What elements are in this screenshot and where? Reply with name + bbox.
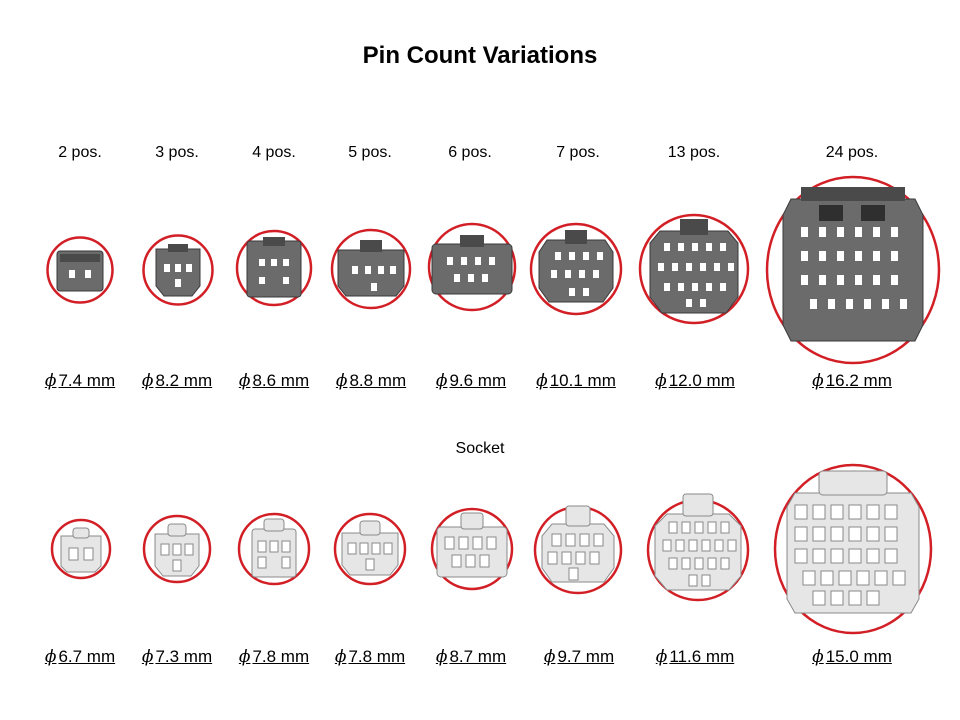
socket-diameter-13: ϕ 11.6 mm: [655, 647, 735, 667]
phi-symbol: ϕ: [812, 647, 824, 667]
phi-symbol: ϕ: [655, 371, 667, 391]
socket-connector-5: [334, 511, 406, 587]
pos-label-4: 4 pos.: [252, 144, 296, 161]
socket-connector-7: [534, 502, 622, 596]
pos-label-24: 24 pos.: [825, 144, 879, 161]
phi-symbol: ϕ: [812, 371, 824, 391]
plug-diameter-4: ϕ 8.6 mm: [238, 371, 310, 391]
plug-connector-13: [638, 213, 750, 325]
pos-label-6: 6 pos.: [448, 144, 492, 161]
plug-connector-6: [427, 222, 517, 312]
plug-connector-2: [46, 236, 114, 304]
plug-connector-7: [529, 222, 623, 316]
socket-diameter-24: ϕ 15.0 mm: [812, 647, 892, 667]
phi-symbol: ϕ: [238, 647, 251, 667]
phi-symbol: ϕ: [141, 647, 154, 667]
phi-symbol: ϕ: [44, 647, 57, 667]
plug-diameter-6: ϕ 9.6 mm: [435, 371, 507, 391]
socket-connector-3: [143, 514, 211, 584]
pos-label-7: 7 pos.: [556, 144, 600, 161]
plug-diameter-24: ϕ 16.2 mm: [812, 371, 892, 391]
plug-diameter-2: ϕ 7.4 mm: [44, 371, 116, 391]
socket-diameter-7: ϕ 9.7 mm: [543, 647, 615, 667]
socket-diameter-5: ϕ 7.8 mm: [334, 647, 406, 667]
socket-connector-13: [647, 492, 749, 604]
page-title: Pin Count Variations: [362, 42, 598, 69]
plug-diameter-3: ϕ 8.2 mm: [141, 371, 213, 391]
plug-diameter-5: ϕ 8.8 mm: [335, 371, 407, 391]
pos-label-13: 13 pos.: [667, 144, 721, 161]
socket-label: Socket: [455, 440, 505, 457]
plug-connector-24: [765, 175, 941, 365]
pos-label-5: 5 pos.: [348, 144, 392, 161]
socket-diameter-2: ϕ 6.7 mm: [44, 647, 116, 667]
phi-symbol: ϕ: [335, 371, 348, 391]
plug-connector-3: [142, 234, 214, 306]
phi-symbol: ϕ: [238, 371, 251, 391]
plug-diameter-13: ϕ 12.0 mm: [655, 371, 735, 391]
socket-connector-6: [431, 505, 513, 593]
phi-symbol: ϕ: [334, 647, 347, 667]
phi-symbol: ϕ: [44, 371, 57, 391]
socket-connector-24: [773, 463, 933, 635]
phi-symbol: ϕ: [655, 647, 668, 667]
phi-symbol: ϕ: [141, 371, 154, 391]
phi-symbol: ϕ: [543, 647, 556, 667]
socket-diameter-4: ϕ 7.8 mm: [238, 647, 310, 667]
socket-connector-2: [51, 518, 111, 580]
plug-connector-4: [235, 229, 313, 307]
phi-symbol: ϕ: [435, 647, 448, 667]
phi-symbol: ϕ: [435, 371, 448, 391]
phi-symbol: ϕ: [536, 371, 548, 391]
pos-label-2: 2 pos.: [58, 144, 102, 161]
socket-diameter-3: ϕ 7.3 mm: [141, 647, 213, 667]
plug-connector-5: [330, 228, 412, 310]
pos-label-3: 3 pos.: [155, 144, 199, 161]
plug-diameter-7: ϕ 10.1 mm: [536, 371, 616, 391]
socket-diameter-6: ϕ 8.7 mm: [435, 647, 507, 667]
socket-connector-4: [238, 511, 310, 587]
